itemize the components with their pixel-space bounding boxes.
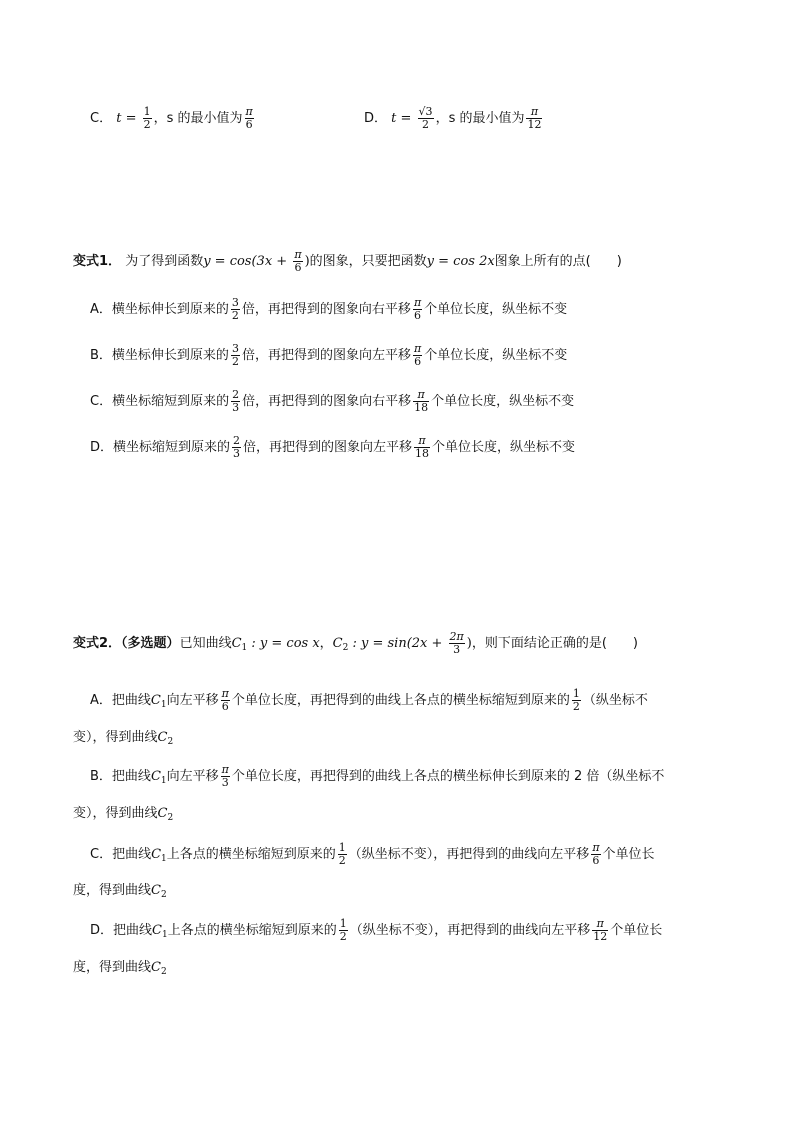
fraction: $\frac{\pi}{6}$ [413,342,422,368]
option-text: 上各点的横坐标缩短到原来的 [167,923,337,938]
subscript: 2 [160,967,167,977]
variant1-option-d [90,435,575,460]
option-label: A． [90,302,112,317]
option-text: （纵坐标不变），再把得到的曲线向左平移 [348,847,590,862]
option-text: 横坐标缩短到原来的 [112,394,230,409]
variant2-option-b-cont [73,804,173,828]
option-label: A． [90,693,112,708]
option-text: 变），得到曲线 [73,730,158,745]
subscript: 2 [160,890,167,900]
option-text: 横坐标伸长到原来的 [111,302,229,317]
option-label: B． [90,769,112,784]
variant1-option-c [90,389,574,414]
option-text: 度，得到曲线 [73,960,152,975]
curve-c1: C [150,693,161,708]
stem-text: ，则下面结论正确的是( ) [471,636,639,651]
fraction: $\frac{3}{2}$ [231,342,239,368]
fraction: $\frac{3}{2}$ [231,296,239,322]
option-text: 倍，再把得到的图象向左平移 [243,440,413,455]
option-label: B． [90,348,112,363]
subscript: 1 [161,854,167,864]
option-text: 个单位长度，再把得到的曲线上各点的横坐标缩短到原来的 [231,693,570,708]
option-text: ，s 的最小值为 [153,111,243,126]
option-text: 个单位长度，再把得到的曲线上各点的横坐标伸长到原来的 2 倍（纵坐标不 [231,769,665,784]
fraction: $\frac{1}{2}$ [338,841,346,867]
fraction: $\frac{1}{2}$ [339,917,347,943]
variant2-option-c-cont [73,881,167,905]
option-text: 个单位长度，纵坐标不变 [424,348,568,363]
separator: ， [319,636,333,651]
math-t: t = [391,111,416,126]
fraction: $\frac{1}{2}$ [572,687,580,713]
variant1-title: 变式1． [73,254,122,269]
stem-text: 为了得到函数 [125,254,204,269]
option-label: C． [90,847,113,862]
option-text: 倍，再把得到的图象向右平移 [241,302,411,317]
fraction: $\frac{2}{3}$ [233,434,241,460]
stem-text: 已知曲线 [179,636,232,651]
subscript: 1 [241,643,248,653]
math-paren: ) [304,254,310,269]
curve-c1: C [231,636,242,651]
curve-c2: C [157,806,168,821]
option-text: 向左平移 [166,693,219,708]
variant2-option-a-cont [73,728,173,752]
math-eq: : y = cos x [247,636,320,651]
option-text: 横坐标伸长到原来的 [111,348,229,363]
option-text: ，s 的最小值为 [435,111,525,126]
option-label: C． [90,394,113,409]
subscript: 2 [167,813,174,823]
fraction: $\frac{\pi}{18}$ [415,434,430,460]
variant2-option-d-cont [73,958,167,982]
subscript: 2 [342,643,349,653]
stem-text: 图象上所有的点( ) [494,254,622,269]
fraction: $\frac{2\pi}{3}$ [449,630,464,656]
fraction: $\frac{\pi}{12}$ [593,917,608,943]
curve-c2: C [151,960,161,975]
variant1-option-a [90,297,567,322]
stem-text: 的图象，只要把函数 [309,254,427,269]
fraction: $\frac{\pi}{18}$ [414,388,429,414]
variant2-title: 变式2． [73,636,122,651]
fraction: $\frac{\pi}{6}$ [245,105,253,131]
option-text: （纵坐标不 [582,693,648,708]
option-text: 把曲线 [113,923,153,938]
curve-c2: C [332,636,343,651]
prev-option-d [364,106,544,131]
prev-option-c [90,106,256,131]
variant2-option-d [90,918,662,945]
variant1-option-b [90,343,567,368]
option-text: 倍，再把得到的图象向右平移 [242,394,412,409]
fraction: $\frac{\pi}{3}$ [221,763,229,789]
variant2-option-b [90,764,664,791]
option-label: D． [364,111,388,126]
curve-c2: C [151,883,161,898]
variant2-option-c [90,842,655,869]
fraction: $\frac{√3}{2}$ [418,105,433,131]
fraction: $\frac{2}{3}$ [232,388,240,414]
option-text: 个单位长度，纵坐标不变 [424,302,568,317]
fraction: $\frac{\pi}{12}$ [527,105,542,131]
option-text: 向左平移 [166,769,219,784]
fraction: $\frac{\pi}{6}$ [413,296,422,322]
option-text: 度，得到曲线 [73,883,152,898]
curve-c2: C [157,730,168,745]
option-label: D． [90,440,114,455]
variant2-option-a [90,688,648,715]
option-text: （纵坐标不变），再把得到的曲线向左平移 [349,923,591,938]
option-label: C． [90,111,113,126]
option-text: 上各点的横坐标缩短到原来的 [166,847,336,862]
option-text: 横坐标缩短到原来的 [113,440,231,455]
fraction: $\frac{1}{2}$ [143,105,151,131]
fraction: $\frac{\pi}{6}$ [294,248,302,274]
option-text: 把曲线 [112,847,152,862]
option-text: 个单位长度，纵坐标不变 [431,394,575,409]
subscript: 2 [167,737,174,747]
fraction: $\frac{\pi}{6}$ [592,841,600,867]
option-text: 把曲线 [111,769,151,784]
subscript: 1 [160,700,167,710]
curve-c1: C [152,923,162,938]
subscript: 1 [160,776,167,786]
variant2-stem [73,631,638,658]
math-t: t = [116,111,141,126]
math-func: y = cos 2x [426,254,495,269]
option-text: 把曲线 [111,693,151,708]
math-eq: : y = sin(2x + [348,636,447,651]
curve-c1: C [151,847,162,862]
fraction: $\frac{\pi}{6}$ [221,687,229,713]
option-text: 倍，再把得到的图象向左平移 [241,348,411,363]
subscript: 1 [161,930,168,940]
option-text: 个单位长 [602,847,655,862]
math-func: y = cos(3x + [203,254,292,269]
curve-c1: C [150,769,161,784]
option-text: 个单位长 [610,923,663,938]
option-text: 个单位长度，纵坐标不变 [432,440,576,455]
math-paren: ) [466,636,472,651]
option-label: D． [90,923,114,938]
multi-choice-tag: （多选题） [121,636,180,651]
variant1-stem [73,249,622,274]
option-text: 变），得到曲线 [73,806,158,821]
